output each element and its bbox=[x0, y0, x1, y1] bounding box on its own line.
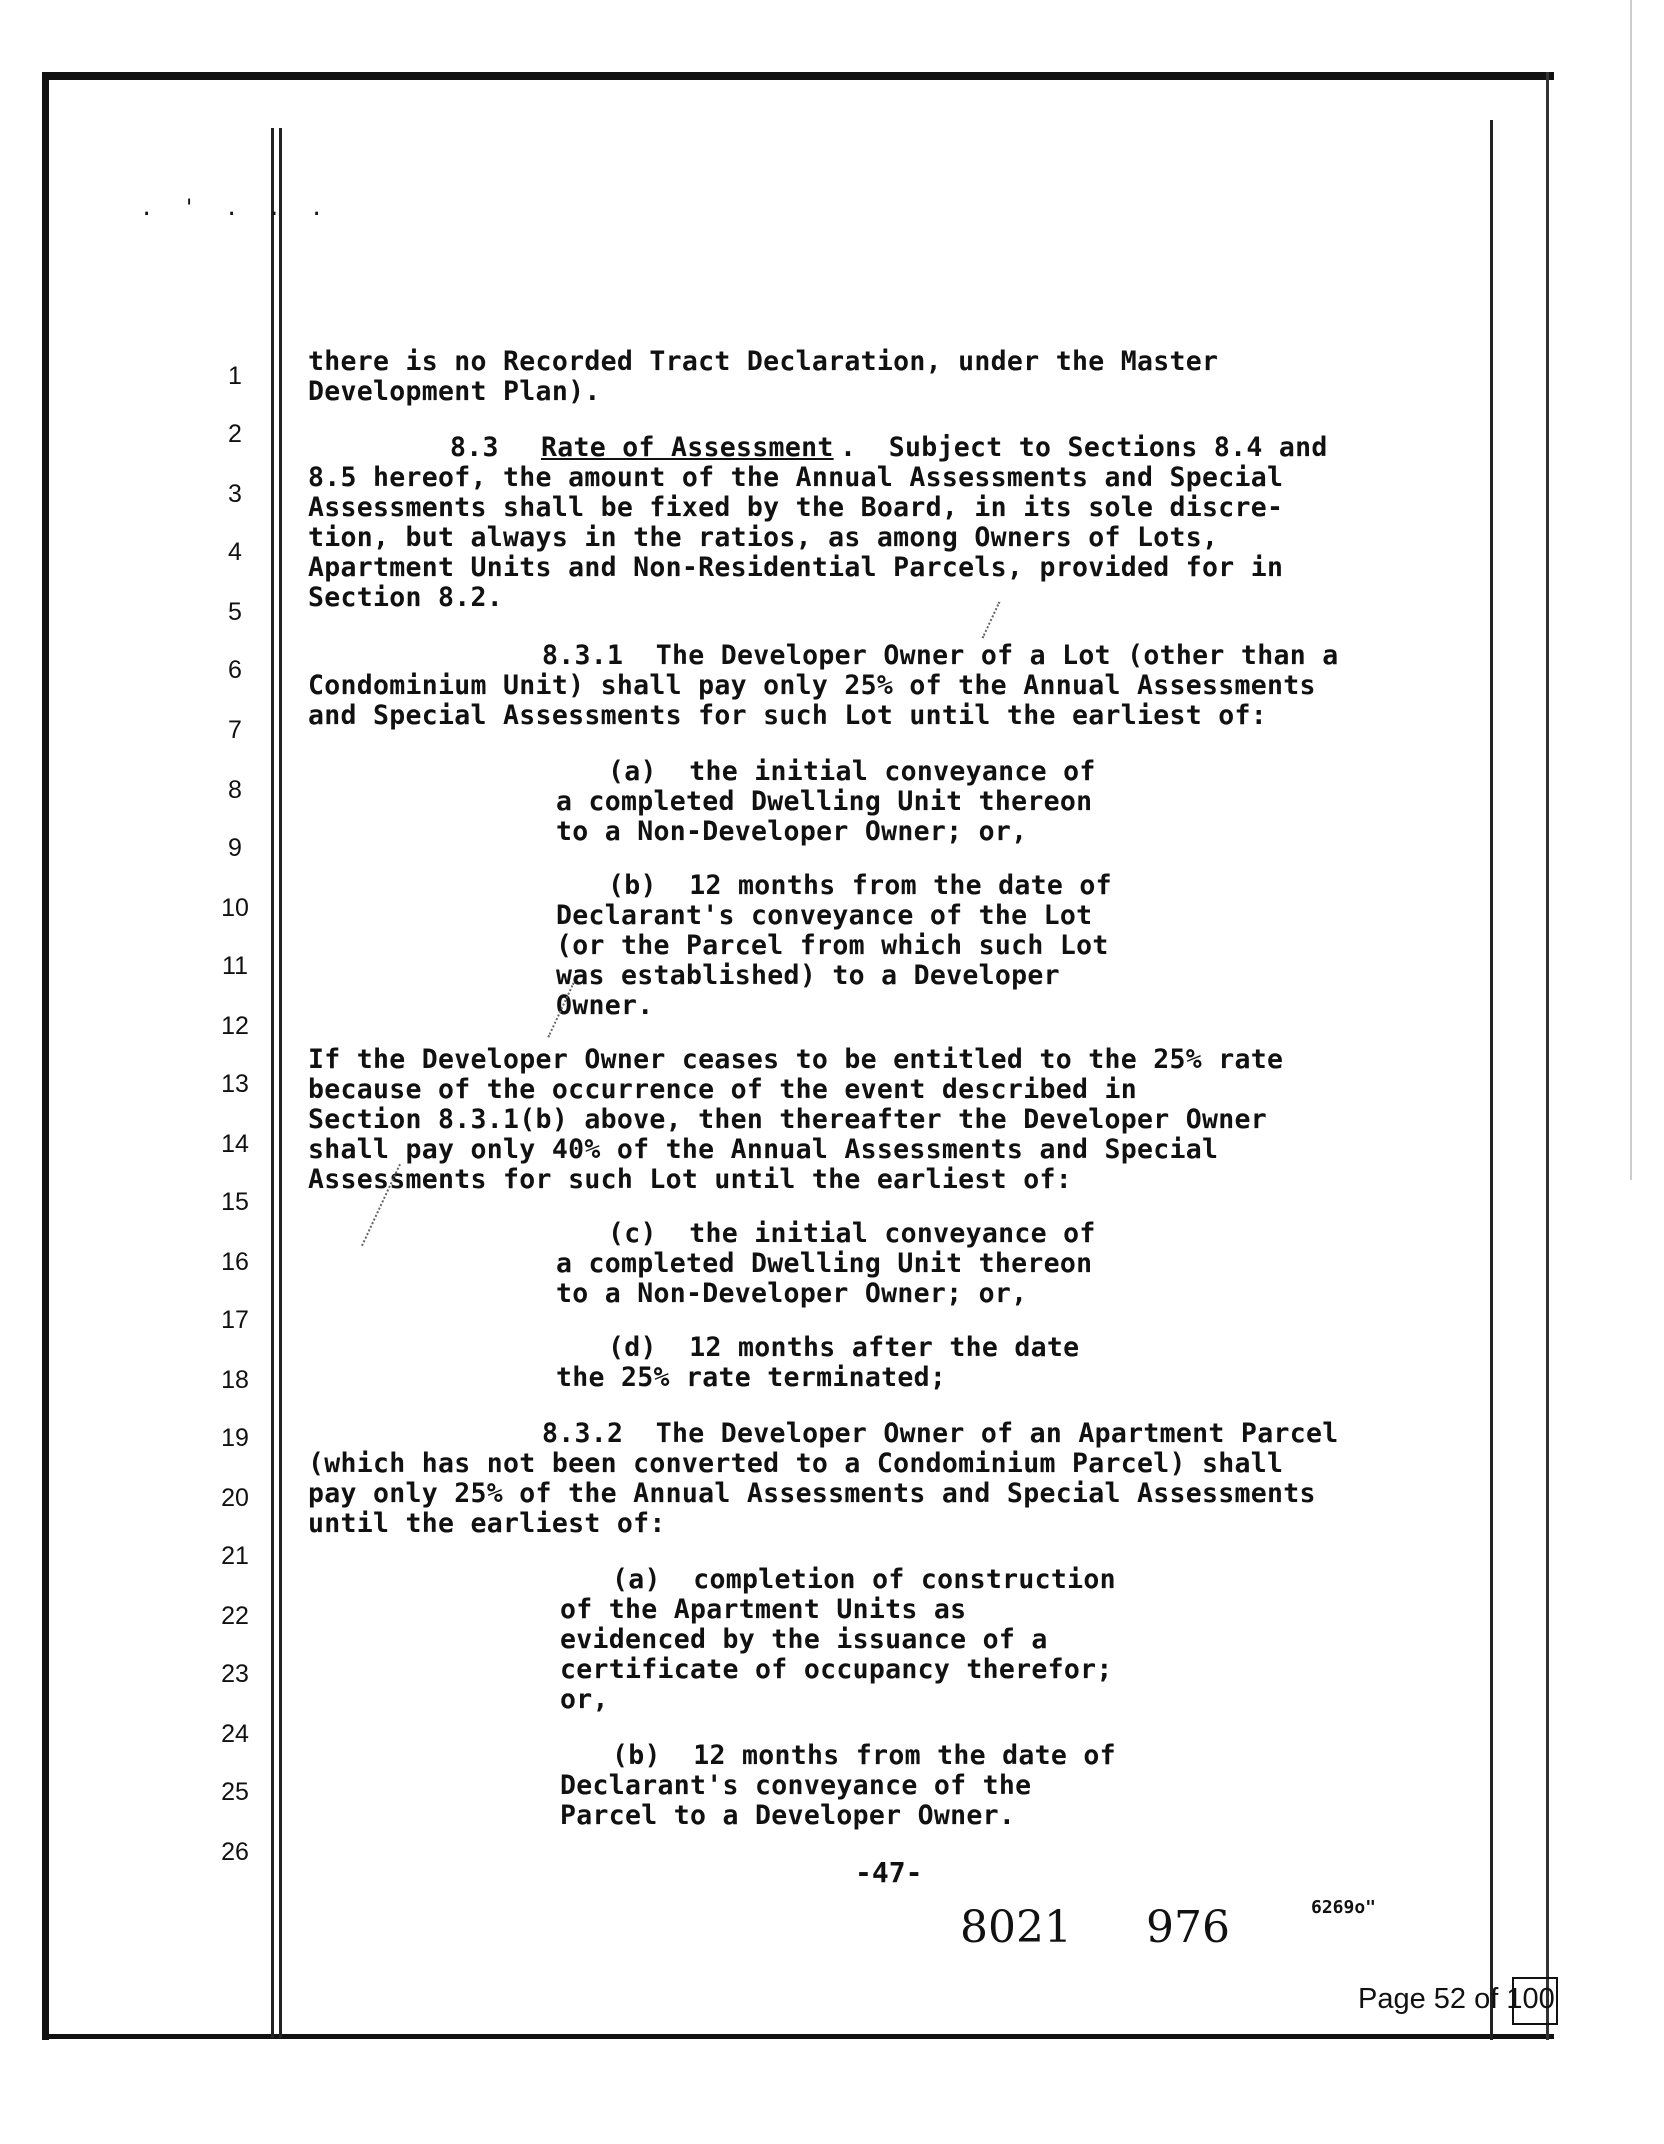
line-number: 10 bbox=[221, 894, 249, 922]
margin-rule bbox=[279, 128, 282, 2038]
body-line: Section 8.3.1(b) above, then thereafter the Developer Owner bbox=[308, 1104, 1268, 1135]
list-item-line: a completed Dwelling Unit thereon bbox=[556, 1248, 1093, 1279]
pdf-page-total-box bbox=[1512, 1977, 1558, 2025]
line-number: 4 bbox=[228, 538, 242, 566]
list-item-line: (b) 12 months from the date of bbox=[612, 1740, 1116, 1771]
line-number: 24 bbox=[221, 1720, 249, 1748]
list-item-line: a completed Dwelling Unit thereon bbox=[556, 786, 1093, 817]
body-line: there is no Recorded Tract Declaration, under the Master bbox=[308, 346, 1219, 377]
document-frame-left bbox=[42, 72, 49, 2040]
right-frame-rule bbox=[1546, 72, 1549, 2040]
line-number: 19 bbox=[221, 1424, 249, 1452]
line-number: 6 bbox=[228, 656, 242, 684]
line-number: 18 bbox=[221, 1366, 249, 1394]
recording-book-number: 8021 bbox=[960, 1902, 1072, 1953]
body-line: Development Plan). bbox=[308, 376, 601, 407]
list-item-line: (c) the initial conveyance of bbox=[608, 1218, 1096, 1249]
list-item-line: Declarant's conveyance of the Lot bbox=[556, 900, 1093, 931]
pdf-page-label: Page 52 of bbox=[1358, 1983, 1507, 2015]
list-item-line: evidenced by the issuance of a bbox=[560, 1624, 1048, 1655]
page-edge-shadow bbox=[1630, 0, 1632, 1180]
body-line: because of the occurrence of the event described in bbox=[308, 1074, 1137, 1105]
line-number: 5 bbox=[228, 598, 242, 626]
line-number: 2 bbox=[228, 420, 242, 448]
body-line: 8.3.2 The Developer Owner of an Apartment Parcel bbox=[542, 1418, 1339, 1449]
body-line: Assessments for such Lot until the earliest of: bbox=[308, 1164, 1072, 1195]
line-number: 16 bbox=[221, 1248, 249, 1276]
body-line: Apartment Units and Non-Residential Parcels, provided for in bbox=[308, 552, 1284, 583]
line-number: 14 bbox=[221, 1130, 249, 1158]
body-line: If the Developer Owner ceases to be entitled to the 25% rate bbox=[308, 1044, 1284, 1075]
body-line: tion, but always in the ratios, as among Owners of Lots, bbox=[308, 522, 1219, 553]
line-number: 17 bbox=[221, 1306, 249, 1334]
list-item-line: (a) completion of construction bbox=[612, 1564, 1116, 1595]
list-item-line: (b) 12 months from the date of bbox=[608, 870, 1112, 901]
section-number: 8.3 bbox=[450, 432, 532, 463]
list-item-line: Declarant's conveyance of the bbox=[560, 1770, 1032, 1801]
line-number: 1 bbox=[228, 362, 242, 390]
line-number: 25 bbox=[221, 1778, 249, 1806]
line-number: 7 bbox=[228, 716, 242, 744]
list-item-line: or, bbox=[560, 1684, 609, 1715]
list-item-line: the 25% rate terminated; bbox=[556, 1362, 947, 1393]
list-item-line: Owner. bbox=[556, 990, 654, 1021]
list-item-line: of the Apartment Units as bbox=[560, 1594, 967, 1625]
body-line: and Special Assessments for such Lot until the earliest of: bbox=[308, 700, 1268, 731]
body-line: 8.5 hereof, the amount of the Annual Assessments and Special bbox=[308, 462, 1284, 493]
right-margin-rule bbox=[1490, 120, 1493, 2040]
line-number: 22 bbox=[221, 1602, 249, 1630]
line-number: 3 bbox=[228, 480, 242, 508]
document-frame-bottom bbox=[42, 2034, 1554, 2039]
line-number: 11 bbox=[222, 952, 248, 980]
recording-page-number: 976 bbox=[1146, 1902, 1230, 1953]
recording-code: 6269o" bbox=[1311, 1897, 1377, 1918]
list-item-line: certificate of occupancy therefor; bbox=[560, 1654, 1113, 1685]
body-line: Assessments shall be fixed by the Board, in its sole discre- bbox=[308, 492, 1284, 523]
list-item-line: (or the Parcel from which such Lot bbox=[556, 930, 1109, 961]
line-number: 26 bbox=[221, 1838, 249, 1866]
list-item-line: (a) the initial conveyance of bbox=[608, 756, 1096, 787]
body-line: shall pay only 40% of the Annual Assessments and Special bbox=[308, 1134, 1219, 1165]
line-number: 9 bbox=[228, 834, 242, 862]
margin-rule bbox=[271, 128, 274, 2038]
line-number: 13 bbox=[221, 1070, 249, 1098]
body-line: until the earliest of: bbox=[308, 1508, 666, 1539]
section-heading: Rate of Assessment bbox=[541, 432, 834, 463]
corner-dots: . ' . . . bbox=[140, 196, 332, 221]
line-number: 21 bbox=[221, 1542, 249, 1570]
body-line: (which has not been converted to a Condominium Parcel) shall bbox=[308, 1448, 1284, 1479]
body-line: . Subject to Sections 8.4 and bbox=[840, 432, 1328, 463]
list-item-line: was established) to a Developer bbox=[556, 960, 1060, 991]
list-item-line: Parcel to a Developer Owner. bbox=[560, 1800, 1016, 1831]
body-line: pay only 25% of the Annual Assessments and Special Assessments bbox=[308, 1478, 1316, 1509]
body-line: Section 8.2. bbox=[308, 582, 504, 613]
line-number: 23 bbox=[221, 1660, 249, 1688]
pdf-page-total: 100 bbox=[1506, 1983, 1555, 2015]
page-number: -47- bbox=[855, 1856, 923, 1889]
list-item-line: to a Non-Developer Owner; or, bbox=[556, 816, 1028, 847]
body-line: Condominium Unit) shall pay only 25% of the Annual Assessments bbox=[308, 670, 1316, 701]
line-number: 15 bbox=[221, 1188, 249, 1216]
line-number: 12 bbox=[221, 1012, 249, 1040]
list-item-line: (d) 12 months after the date bbox=[608, 1332, 1080, 1363]
list-item-line: to a Non-Developer Owner; or, bbox=[556, 1278, 1028, 1309]
scan-mark bbox=[982, 601, 1001, 638]
line-number: 8 bbox=[228, 776, 242, 804]
body-line: 8.3.1 The Developer Owner of a Lot (other than a bbox=[542, 640, 1339, 671]
document-frame-top bbox=[42, 72, 1554, 80]
line-number: 20 bbox=[221, 1484, 249, 1512]
